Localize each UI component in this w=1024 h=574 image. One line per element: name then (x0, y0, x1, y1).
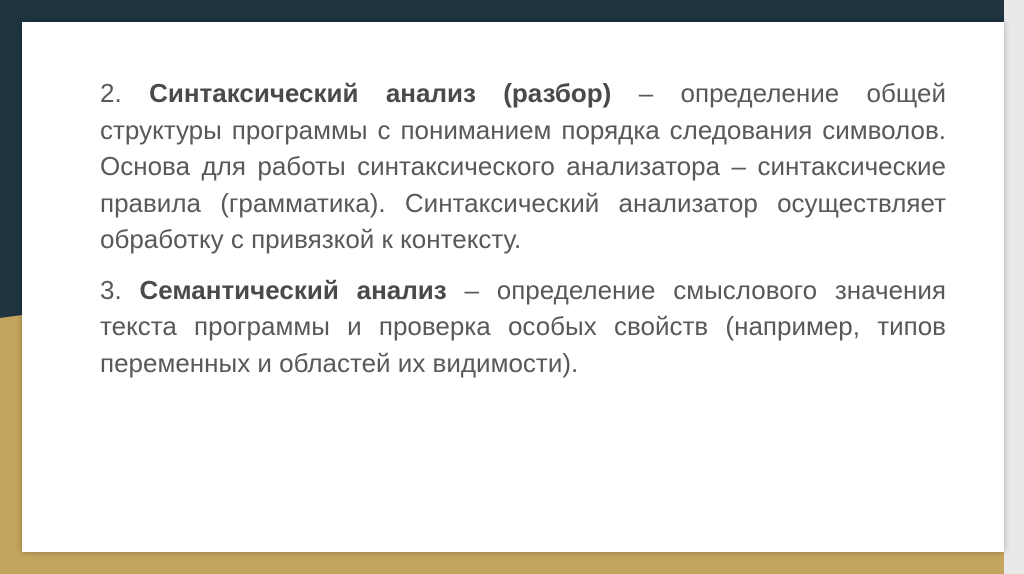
paragraph-syntax-analysis (100, 75, 946, 258)
definition-syntax-analysis: – определение общей структуры программы с пониманием порядка следования символов. Основа для работы синтаксического анализатора – синтаксические правила (грамматика). Синтаксический анализатор осуществляет обработку с привязкой к контексту. (100, 78, 946, 254)
slide-content (100, 75, 946, 395)
slide-card (22, 22, 1004, 552)
definition-semantic-analysis: – определение смыслового значения текста программы и проверка особых свойств (например, типов переменных и областей их видимости). (100, 274, 946, 378)
paragraph-number: 3. (100, 274, 122, 305)
paragraph-number: 2. (100, 78, 122, 108)
term-semantic-analysis: Семантический анализ (139, 274, 447, 305)
paragraph-semantic-analysis (100, 272, 946, 382)
term-syntax-analysis: Синтаксический анализ (разбор) (149, 78, 612, 108)
